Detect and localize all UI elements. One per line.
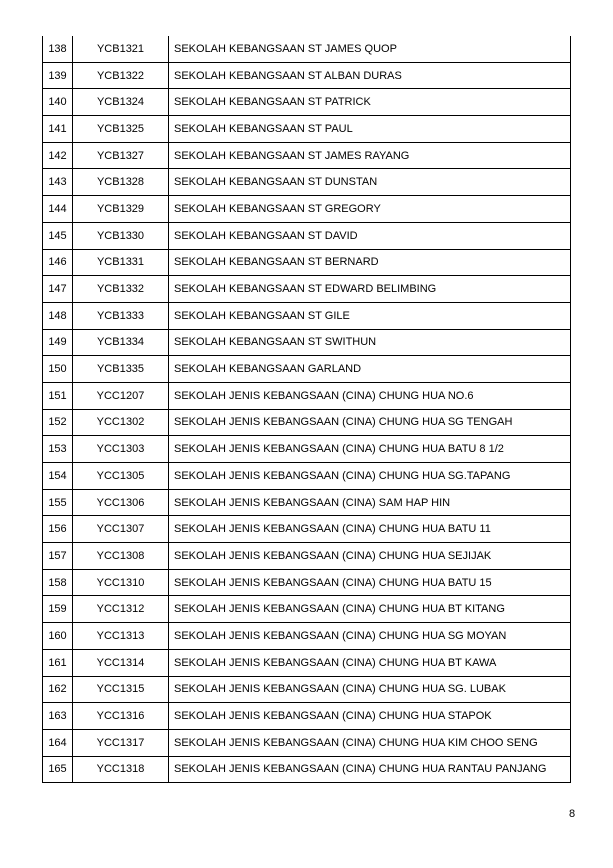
- table-row: [43, 756, 571, 783]
- school-name: SEKOLAH JENIS KEBANGSAAN (CINA) CHUNG HUA SG MOYAN: [169, 623, 571, 650]
- table-row: [43, 196, 571, 223]
- school-code: YCB1330: [73, 222, 169, 249]
- school-code: YCB1329: [73, 196, 169, 223]
- row-number: 143: [43, 169, 73, 196]
- school-name: SEKOLAH JENIS KEBANGSAAN (CINA) CHUNG HUA BATU 8 1/2: [169, 436, 571, 463]
- row-number: 152: [43, 409, 73, 436]
- row-number: 151: [43, 382, 73, 409]
- table-row: [43, 623, 571, 650]
- school-code: YCB1327: [73, 142, 169, 169]
- school-name: SEKOLAH KEBANGSAAN ST EDWARD BELIMBING: [169, 276, 571, 303]
- table-row: [43, 676, 571, 703]
- school-name: SEKOLAH KEBANGSAAN ST PAUL: [169, 116, 571, 143]
- school-name: SEKOLAH JENIS KEBANGSAAN (CINA) CHUNG HUA SG.TAPANG: [169, 463, 571, 490]
- school-name: SEKOLAH KEBANGSAAN ST GREGORY: [169, 196, 571, 223]
- school-code: YCC1302: [73, 409, 169, 436]
- school-code: YCC1306: [73, 489, 169, 516]
- row-number: 156: [43, 516, 73, 543]
- school-name: SEKOLAH KEBANGSAAN ST DAVID: [169, 222, 571, 249]
- row-number: 150: [43, 356, 73, 383]
- school-code: YCB1332: [73, 276, 169, 303]
- row-number: 164: [43, 729, 73, 756]
- school-code: YCC1303: [73, 436, 169, 463]
- school-name: SEKOLAH KEBANGSAAN ST BERNARD: [169, 249, 571, 276]
- school-name: SEKOLAH JENIS KEBANGSAAN (CINA) CHUNG HUA KIM CHOO SENG: [169, 729, 571, 756]
- table-row: [43, 729, 571, 756]
- table-row: [43, 302, 571, 329]
- school-name: SEKOLAH JENIS KEBANGSAAN (CINA) CHUNG HUA BT KAWA: [169, 649, 571, 676]
- school-name: SEKOLAH JENIS KEBANGSAAN (CINA) CHUNG HUA NO.6: [169, 382, 571, 409]
- school-code: YCC1310: [73, 569, 169, 596]
- school-name: SEKOLAH KEBANGSAAN ST PATRICK: [169, 89, 571, 116]
- table-row: [43, 436, 571, 463]
- school-code: YCC1316: [73, 703, 169, 730]
- school-list-body: [43, 36, 571, 783]
- row-number: 163: [43, 703, 73, 730]
- table-row: [43, 596, 571, 623]
- school-name: SEKOLAH JENIS KEBANGSAAN (CINA) CHUNG HUA SEJIJAK: [169, 543, 571, 570]
- school-code: YCC1318: [73, 756, 169, 783]
- table-row: [43, 89, 571, 116]
- row-number: 146: [43, 249, 73, 276]
- table-row: [43, 249, 571, 276]
- school-name: SEKOLAH KEBANGSAAN ST ALBAN DURAS: [169, 62, 571, 89]
- table-row: [43, 142, 571, 169]
- school-code: YCC1312: [73, 596, 169, 623]
- row-number: 147: [43, 276, 73, 303]
- table-row: [43, 569, 571, 596]
- school-name: SEKOLAH JENIS KEBANGSAAN (CINA) CHUNG HUA STAPOK: [169, 703, 571, 730]
- school-code: YCC1313: [73, 623, 169, 650]
- school-code: YCB1328: [73, 169, 169, 196]
- table-row: [43, 222, 571, 249]
- school-code: YCC1307: [73, 516, 169, 543]
- row-number: 145: [43, 222, 73, 249]
- table-row: [43, 649, 571, 676]
- row-number: 165: [43, 756, 73, 783]
- table-row: [43, 703, 571, 730]
- school-name: SEKOLAH KEBANGSAAN GARLAND: [169, 356, 571, 383]
- page-number: 8: [569, 808, 576, 820]
- school-name: SEKOLAH KEBANGSAAN ST JAMES QUOP: [169, 36, 571, 62]
- row-number: 140: [43, 89, 73, 116]
- school-name: SEKOLAH KEBANGSAAN ST JAMES RAYANG: [169, 142, 571, 169]
- table-row: [43, 169, 571, 196]
- row-number: 161: [43, 649, 73, 676]
- table-row: [43, 329, 571, 356]
- row-number: 159: [43, 596, 73, 623]
- table-row: [43, 116, 571, 143]
- row-number: 155: [43, 489, 73, 516]
- row-number: 142: [43, 142, 73, 169]
- table-row: [43, 489, 571, 516]
- school-code: YCC1317: [73, 729, 169, 756]
- school-code: YCC1314: [73, 649, 169, 676]
- row-number: 148: [43, 302, 73, 329]
- school-name: SEKOLAH JENIS KEBANGSAAN (CINA) CHUNG HUA RANTAU PANJANG: [169, 756, 571, 783]
- school-code: YCB1322: [73, 62, 169, 89]
- table-row: [43, 356, 571, 383]
- row-number: 149: [43, 329, 73, 356]
- table-row: [43, 382, 571, 409]
- school-code: YCB1324: [73, 89, 169, 116]
- table-row: [43, 516, 571, 543]
- table-row: [43, 36, 571, 62]
- school-code: YCB1325: [73, 116, 169, 143]
- table-row: [43, 543, 571, 570]
- school-name: SEKOLAH JENIS KEBANGSAAN (CINA) CHUNG HUA BATU 11: [169, 516, 571, 543]
- row-number: 162: [43, 676, 73, 703]
- table-row: [43, 62, 571, 89]
- school-code: YCC1207: [73, 382, 169, 409]
- school-name: SEKOLAH JENIS KEBANGSAAN (CINA) CHUNG HUA SG TENGAH: [169, 409, 571, 436]
- row-number: 144: [43, 196, 73, 223]
- school-list-table: [42, 36, 571, 783]
- row-number: 157: [43, 543, 73, 570]
- school-name: SEKOLAH JENIS KEBANGSAAN (CINA) CHUNG HUA BT KITANG: [169, 596, 571, 623]
- row-number: 138: [43, 36, 73, 62]
- school-code: YCC1308: [73, 543, 169, 570]
- row-number: 158: [43, 569, 73, 596]
- school-code: YCC1305: [73, 463, 169, 490]
- school-name: SEKOLAH KEBANGSAAN ST DUNSTAN: [169, 169, 571, 196]
- school-code: YCB1334: [73, 329, 169, 356]
- row-number: 139: [43, 62, 73, 89]
- school-name: SEKOLAH JENIS KEBANGSAAN (CINA) SAM HAP HIN: [169, 489, 571, 516]
- table-row: [43, 409, 571, 436]
- school-code: YCB1321: [73, 36, 169, 62]
- row-number: 154: [43, 463, 73, 490]
- table-row: [43, 276, 571, 303]
- school-code: YCB1331: [73, 249, 169, 276]
- row-number: 153: [43, 436, 73, 463]
- row-number: 141: [43, 116, 73, 143]
- school-code: YCC1315: [73, 676, 169, 703]
- school-code: YCB1333: [73, 302, 169, 329]
- school-name: SEKOLAH KEBANGSAAN ST GILE: [169, 302, 571, 329]
- row-number: 160: [43, 623, 73, 650]
- school-name: SEKOLAH JENIS KEBANGSAAN (CINA) CHUNG HUA SG. LUBAK: [169, 676, 571, 703]
- school-name: SEKOLAH KEBANGSAAN ST SWITHUN: [169, 329, 571, 356]
- table-row: [43, 463, 571, 490]
- school-name: SEKOLAH JENIS KEBANGSAAN (CINA) CHUNG HUA BATU 15: [169, 569, 571, 596]
- school-code: YCB1335: [73, 356, 169, 383]
